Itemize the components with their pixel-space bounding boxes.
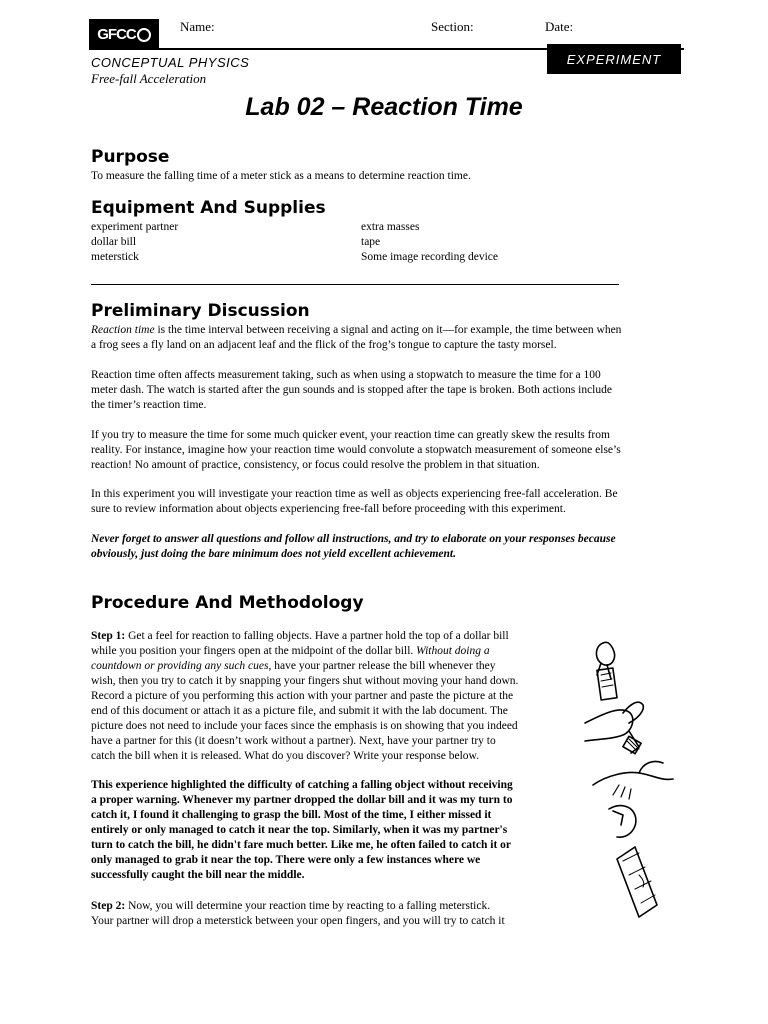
equipment-item: tape bbox=[361, 236, 381, 248]
text-span: , have your partner release the bill whenever they bbox=[268, 660, 496, 672]
step-1-text bbox=[91, 629, 561, 764]
text-line bbox=[91, 899, 561, 914]
text-line bbox=[91, 629, 561, 644]
text-line bbox=[91, 644, 561, 659]
unit-name: Free-fall Acceleration bbox=[91, 71, 207, 86]
text-line bbox=[91, 323, 677, 338]
text-line: Never forget to answer all questions and follow all instructions, and try to elaborate on your responses because bbox=[91, 533, 616, 545]
discussion-paragraph-1 bbox=[91, 323, 677, 353]
equipment-list-right bbox=[361, 220, 498, 265]
text-line: catch it, I found it challenging to grasp the bill. Most of the time, I either missed it bbox=[91, 809, 492, 821]
discussion-paragraph-3 bbox=[91, 428, 677, 473]
step-2-label: Step 2: bbox=[91, 900, 126, 912]
text-span: Now, you will determine your reaction time by reacting to a falling meterstick. bbox=[125, 900, 491, 912]
student-response bbox=[91, 778, 561, 883]
text-line: a frog sees a fly land on an adjacent leaf and the flick of the frog’s tongue to capture the tasty morsel. bbox=[91, 339, 557, 351]
step-1-label: Step 1: bbox=[91, 630, 126, 642]
procedure-heading: Procedure And Methodology bbox=[91, 593, 364, 613]
purpose-text: To measure the falling time of a meter stick as a means to determine reaction time. bbox=[91, 170, 471, 182]
text-line: meter dash. The watch is started after the gun sounds and is stopped after the tape is broken. Both actions include bbox=[91, 384, 612, 396]
text-span: Get a feel for reaction to falling objects. Have a partner hold the top of a dollar bill bbox=[125, 630, 509, 642]
logo-emblem-icon bbox=[137, 28, 151, 42]
text-line: In this experiment you will investigate your reaction time as well as objects experiencing free-fall acceleration. Be bbox=[91, 488, 618, 500]
experiment-badge: EXPERIMENT bbox=[547, 44, 681, 74]
discussion-paragraph-2 bbox=[91, 368, 677, 413]
name-label: Name: bbox=[180, 19, 215, 34]
text-line: wish, then you try to catch it by snapping your fingers shut without moving your hand down. bbox=[91, 675, 519, 687]
reaction-time-term: Reaction time bbox=[91, 324, 155, 336]
equipment-item: experiment partner bbox=[91, 221, 179, 233]
text-line: sure to review information about objects experiencing free-fall before proceeding with this experiment. bbox=[91, 503, 566, 515]
text-line: successfully caught the bill near the middle. bbox=[91, 869, 305, 881]
equipment-list-left bbox=[91, 220, 178, 265]
catching-bill-illustration bbox=[583, 635, 677, 925]
equipment-item: Some image recording device bbox=[361, 251, 498, 263]
equipment-item: extra masses bbox=[361, 221, 420, 233]
text-span: while you position your fingers open at the midpoint of the dollar bill. bbox=[91, 645, 417, 657]
hand-outline bbox=[596, 642, 614, 665]
text-span: Without doing a bbox=[416, 645, 490, 657]
text-line: If you try to measure the time for some much quicker event, your reaction time can greatly skew the results from bbox=[91, 429, 610, 441]
text-line: turn to catch the bill, he didn't fare much better. Like me, he often failed to catch it or bbox=[91, 839, 512, 851]
logo-text: GFCC bbox=[97, 26, 136, 43]
text-span: is the time interval between receiving a signal and acting on it—for example, the time between when bbox=[154, 324, 622, 336]
instruction-note bbox=[91, 532, 677, 562]
text-line: obviously, just doing the bare minimum does not yield excellent achievement. bbox=[91, 548, 457, 560]
text-line: picture does not need to include your faces since the emphasis is on showing that you indeed bbox=[91, 720, 518, 732]
step-2-text bbox=[91, 899, 561, 929]
text-line: reality. For instance, imagine how your reaction time would convolute a stopwatch measurement of someone else’s bbox=[91, 444, 621, 456]
text-line: a proper warning. Whenever my partner dropped the dollar bill and it was my turn to bbox=[91, 794, 513, 806]
equipment-heading: Equipment And Supplies bbox=[91, 198, 326, 218]
discussion-paragraph-4 bbox=[91, 487, 677, 517]
text-line: entirely or only managed to catch it near the top. Similarly, when it was my partner's bbox=[91, 824, 508, 836]
equipment-item: dollar bill bbox=[91, 236, 137, 248]
text-line bbox=[91, 659, 561, 674]
text-line: Reaction time often affects measurement taking, such as when using a stopwatch to measure the time for a 100 bbox=[91, 369, 601, 381]
date-label: Date: bbox=[545, 19, 574, 34]
section-divider bbox=[91, 284, 619, 285]
text-line: Your partner will drop a meterstick between your open fingers, and you will try to catch it bbox=[91, 915, 505, 927]
text-line: only managed to grab it near the top. There were only a few instances where we bbox=[91, 854, 481, 866]
text-line: the timer’s reaction time. bbox=[91, 399, 207, 411]
section-label: Section: bbox=[431, 19, 474, 34]
text-line: end of this document or attach it as a picture file, and submit it with the lab document. The bbox=[91, 705, 508, 717]
text-line: This experience highlighted the difficulty of catching a falling object without receiving bbox=[91, 779, 513, 791]
discussion-heading: Preliminary Discussion bbox=[91, 301, 310, 321]
course-name: CONCEPTUAL PHYSICS bbox=[91, 55, 250, 70]
equipment-item: meterstick bbox=[91, 251, 139, 263]
text-line: have a partner for this (it doesn’t work without a partner). Next, have your partner try to bbox=[91, 735, 496, 747]
text-line: Record a picture of you performing this action with your partner and paste the picture at the bbox=[91, 690, 514, 702]
page-title: Lab 02 – Reaction Time bbox=[245, 93, 523, 121]
text-line: catch the bill when it is released. What do you discover? Write your response below. bbox=[91, 750, 479, 762]
school-logo bbox=[89, 19, 159, 50]
purpose-heading: Purpose bbox=[91, 147, 170, 167]
text-span: countdown or providing any such cues bbox=[91, 660, 269, 672]
text-line: reaction! No amount of practice, consistency, or focus could resolve the problem in that situation. bbox=[91, 459, 540, 471]
